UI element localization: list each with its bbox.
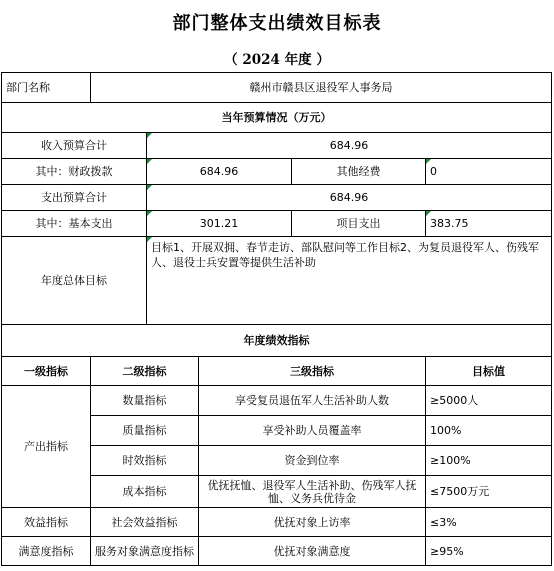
indicator-row: [2, 537, 552, 566]
budget-heading-row: [2, 103, 552, 133]
level3-cell: 优抚抚恤、退役军人生活补助、伤残军人抚恤、义务兵优待金: [199, 476, 426, 508]
header-level1: 一级指标: [2, 357, 91, 386]
finance-row: [2, 159, 552, 185]
finance-value: 684.96: [147, 159, 292, 185]
level3-cell: 资金到位率: [199, 446, 426, 476]
basic-expense-value: 301.21: [147, 211, 292, 237]
header-level2: 二级指标: [91, 357, 199, 386]
finance-label: 其中：财政拨款: [2, 159, 147, 185]
project-expense-label: 项目支出: [292, 211, 426, 237]
level2-cell: 服务对象满意度指标: [91, 537, 199, 566]
annual-goal-row: [2, 237, 552, 325]
annual-goal-text: 目标1、开展双拥、春节走访、部队慰问等工作目标2、为复员退役军人、伤残军人、退役士兵安置等提供生活补助: [147, 237, 552, 325]
level2-cell: 质量指标: [91, 416, 199, 446]
other-funds-value: 0: [426, 159, 552, 185]
target-table: [1, 72, 552, 566]
document-title: 部门整体支出绩效目标表: [172, 13, 382, 34]
annual-goal-label: 年度总体目标: [2, 237, 147, 325]
dept-row: [2, 73, 552, 103]
target-cell: 100%: [426, 416, 552, 446]
target-cell: ≥5000人: [426, 386, 552, 416]
performance-heading-row: [2, 325, 552, 357]
income-total-value: 684.96: [147, 133, 552, 159]
level1-output: 产出指标: [2, 386, 91, 508]
expense-total-row: [2, 185, 552, 211]
level2-cell: 数量指标: [91, 386, 199, 416]
dept-label: 部门名称: [2, 73, 91, 103]
header-target: 目标值: [426, 357, 552, 386]
other-funds-label: 其他经费: [292, 159, 426, 185]
level3-cell: 优抚对象上访率: [199, 508, 426, 537]
level2-cell: 时效指标: [91, 446, 199, 476]
level3-cell: 享受复员退伍军人生活补助人数: [199, 386, 426, 416]
target-cell: ≥100%: [426, 446, 552, 476]
level3-cell: 优抚对象满意度: [199, 537, 426, 566]
performance-heading: 年度绩效指标: [2, 325, 552, 357]
indicator-row: [2, 386, 552, 416]
level2-cell: 成本指标: [91, 476, 199, 508]
target-cell: ≥95%: [426, 537, 552, 566]
dept-value: 赣州市赣县区退役军人事务局: [91, 73, 552, 103]
expense-total-label: 支出预算合计: [2, 185, 147, 211]
indicator-row: [2, 508, 552, 537]
level3-cell: 享受补助人员覆盖率: [199, 416, 426, 446]
project-expense-value: 383.75: [426, 211, 552, 237]
basic-expense-label: 其中：基本支出: [2, 211, 147, 237]
level1-benefit: 效益指标: [2, 508, 91, 537]
income-total-label: 收入预算合计: [2, 133, 147, 159]
header-level3: 三级指标: [199, 357, 426, 386]
budget-heading: 当年预算情况（万元）: [2, 103, 552, 133]
basic-expense-row: [2, 211, 552, 237]
target-cell: ≤7500万元: [426, 476, 552, 508]
target-cell: ≤3%: [426, 508, 552, 537]
indicator-header-row: [2, 357, 552, 386]
level1-satisfaction: 满意度指标: [2, 537, 91, 566]
document-year: （ 2024 年度 ）: [224, 52, 330, 68]
income-total-row: [2, 133, 552, 159]
expense-total-value: 684.96: [147, 185, 552, 211]
level2-cell: 社会效益指标: [91, 508, 199, 537]
